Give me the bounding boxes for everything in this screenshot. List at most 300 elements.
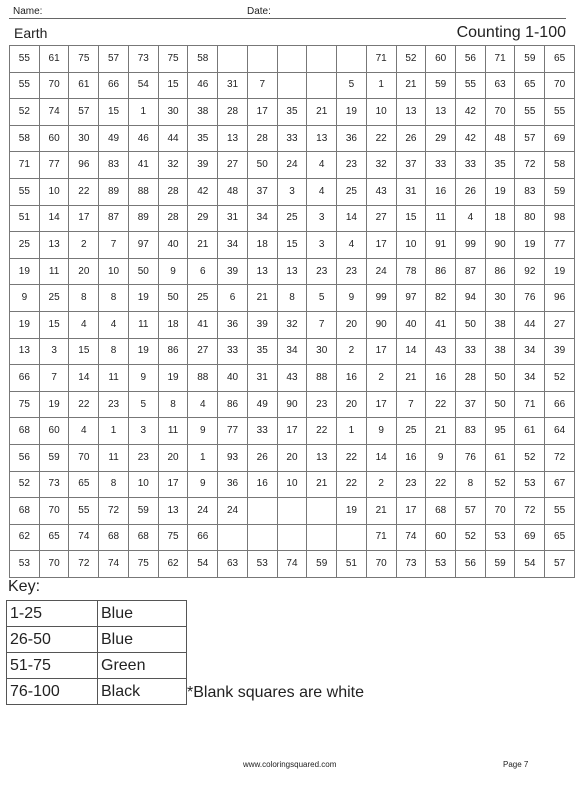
grid-cell: 55 <box>515 99 545 126</box>
grid-cell: 54 <box>515 551 545 578</box>
grid-cell: 66 <box>545 391 575 418</box>
grid-cell: 33 <box>426 152 456 179</box>
grid-cell: 56 <box>456 551 486 578</box>
website-footer[interactable]: www.coloringsquared.com <box>243 760 337 769</box>
grid-cell: 73 <box>396 551 426 578</box>
grid-row <box>10 258 575 285</box>
grid-cell: 70 <box>39 498 69 525</box>
grid-cell: 7 <box>307 311 337 338</box>
grid-cell: 7 <box>396 391 426 418</box>
grid-cell: 19 <box>10 258 40 285</box>
grid-cell: 8 <box>69 285 99 312</box>
grid-cell: 1 <box>366 72 396 99</box>
grid-cell: 21 <box>396 365 426 392</box>
grid-cell: 10 <box>39 178 69 205</box>
grid-cell: 73 <box>39 471 69 498</box>
grid-cell <box>307 524 337 551</box>
grid-cell: 32 <box>277 311 307 338</box>
grid-cell: 99 <box>366 285 396 312</box>
grid-cell: 20 <box>69 258 99 285</box>
grid-cell: 23 <box>307 391 337 418</box>
grid-cell: 70 <box>69 444 99 471</box>
grid-cell: 59 <box>426 72 456 99</box>
grid-cell: 21 <box>247 285 277 312</box>
grid-cell: 34 <box>247 205 277 232</box>
grid-cell: 53 <box>515 471 545 498</box>
grid-cell: 42 <box>456 99 486 126</box>
grid-cell: 28 <box>158 178 188 205</box>
grid-cell: 26 <box>456 178 486 205</box>
key-color: Blue <box>98 627 187 653</box>
grid-cell: 25 <box>337 178 367 205</box>
grid-cell: 8 <box>99 471 129 498</box>
grid-cell: 29 <box>188 205 218 232</box>
grid-cell: 92 <box>515 258 545 285</box>
grid-cell: 86 <box>158 338 188 365</box>
grid-cell: 54 <box>188 551 218 578</box>
grid-cell: 87 <box>99 205 129 232</box>
grid-cell: 13 <box>426 99 456 126</box>
grid-cell: 3 <box>128 418 158 445</box>
grid-cell: 50 <box>485 365 515 392</box>
grid-cell: 5 <box>128 391 158 418</box>
grid-cell: 61 <box>39 46 69 73</box>
grid-cell: 9 <box>188 471 218 498</box>
grid-cell: 55 <box>69 498 99 525</box>
name-label: Name: <box>13 6 43 17</box>
grid-cell: 60 <box>426 46 456 73</box>
grid-cell: 14 <box>39 205 69 232</box>
grid-cell: 24 <box>366 258 396 285</box>
grid-cell: 7 <box>247 72 277 99</box>
grid-cell: 16 <box>396 444 426 471</box>
grid-cell: 29 <box>426 125 456 152</box>
grid-cell: 19 <box>337 498 367 525</box>
grid-cell: 63 <box>485 72 515 99</box>
grid-cell: 19 <box>515 232 545 259</box>
grid-row <box>10 311 575 338</box>
grid-cell: 17 <box>396 498 426 525</box>
grid-cell: 22 <box>426 391 456 418</box>
grid-cell: 75 <box>128 551 158 578</box>
grid-cell: 40 <box>218 365 248 392</box>
grid-cell: 19 <box>485 178 515 205</box>
grid-cell: 19 <box>128 285 158 312</box>
grid-cell: 39 <box>188 152 218 179</box>
grid-cell: 9 <box>366 418 396 445</box>
grid-cell: 52 <box>10 471 40 498</box>
grid-cell: 11 <box>99 365 129 392</box>
grid-cell: 61 <box>69 72 99 99</box>
grid-cell: 46 <box>128 125 158 152</box>
grid-cell: 66 <box>188 524 218 551</box>
grid-cell: 23 <box>99 391 129 418</box>
grid-cell: 4 <box>307 178 337 205</box>
grid-cell: 14 <box>366 444 396 471</box>
grid-cell: 43 <box>366 178 396 205</box>
grid-cell: 57 <box>69 99 99 126</box>
grid-cell: 11 <box>158 418 188 445</box>
grid-cell: 31 <box>396 178 426 205</box>
grid-cell: 55 <box>10 72 40 99</box>
grid-row <box>10 338 575 365</box>
grid-cell: 37 <box>247 178 277 205</box>
grid-cell: 10 <box>396 232 426 259</box>
grid-cell: 17 <box>366 232 396 259</box>
grid-row <box>10 152 575 179</box>
grid-cell: 17 <box>277 418 307 445</box>
grid-cell: 60 <box>426 524 456 551</box>
grid-cell <box>247 46 277 73</box>
grid-cell: 60 <box>39 418 69 445</box>
grid-cell: 74 <box>69 524 99 551</box>
grid-cell: 36 <box>337 125 367 152</box>
grid-cell: 9 <box>158 258 188 285</box>
grid-cell: 6 <box>188 258 218 285</box>
grid-cell: 31 <box>247 365 277 392</box>
grid-cell: 3 <box>307 205 337 232</box>
grid-cell: 86 <box>218 391 248 418</box>
grid-cell: 90 <box>485 232 515 259</box>
grid-cell: 2 <box>337 338 367 365</box>
grid-cell: 10 <box>99 258 129 285</box>
grid-cell: 15 <box>396 205 426 232</box>
grid-cell: 72 <box>545 444 575 471</box>
grid-cell: 18 <box>485 205 515 232</box>
grid-cell: 21 <box>307 99 337 126</box>
key-row <box>7 627 187 653</box>
grid-cell: 27 <box>366 205 396 232</box>
grid-cell <box>337 524 367 551</box>
grid-cell: 41 <box>426 311 456 338</box>
grid-cell: 7 <box>99 232 129 259</box>
grid-cell: 9 <box>188 418 218 445</box>
color-key <box>6 600 187 705</box>
grid-cell: 23 <box>396 471 426 498</box>
grid-cell: 59 <box>545 178 575 205</box>
grid-cell: 4 <box>188 391 218 418</box>
grid-cell: 3 <box>39 338 69 365</box>
grid-cell: 32 <box>366 152 396 179</box>
grid-cell: 7 <box>39 365 69 392</box>
grid-cell: 22 <box>337 444 367 471</box>
grid-cell: 22 <box>307 418 337 445</box>
grid-cell: 39 <box>247 311 277 338</box>
grid-cell: 97 <box>128 232 158 259</box>
key-row <box>7 653 187 679</box>
grid-cell: 38 <box>188 99 218 126</box>
grid-row <box>10 99 575 126</box>
key-color: Green <box>98 653 187 679</box>
grid-cell: 31 <box>218 205 248 232</box>
grid-cell: 42 <box>188 178 218 205</box>
grid-cell: 17 <box>247 99 277 126</box>
grid-cell: 71 <box>515 391 545 418</box>
grid-cell <box>247 524 277 551</box>
grid-cell <box>277 498 307 525</box>
grid-cell: 26 <box>247 444 277 471</box>
grid-cell: 50 <box>158 285 188 312</box>
grid-cell: 23 <box>128 444 158 471</box>
grid-cell: 57 <box>515 125 545 152</box>
grid-cell: 24 <box>188 498 218 525</box>
grid-cell: 27 <box>218 152 248 179</box>
blank-squares-note: *Blank squares are white <box>187 684 364 701</box>
grid-cell: 96 <box>545 285 575 312</box>
grid-cell: 8 <box>456 471 486 498</box>
grid-cell: 25 <box>39 285 69 312</box>
key-range: 51-75 <box>7 653 98 679</box>
grid-row <box>10 285 575 312</box>
grid-cell: 28 <box>247 125 277 152</box>
picture-title: Earth <box>14 25 48 41</box>
grid-cell: 16 <box>247 471 277 498</box>
grid-cell: 89 <box>99 178 129 205</box>
grid-cell <box>247 498 277 525</box>
grid-row <box>10 391 575 418</box>
grid-cell: 86 <box>485 258 515 285</box>
grid-cell: 13 <box>307 444 337 471</box>
grid-cell <box>218 46 248 73</box>
grid-cell: 34 <box>515 338 545 365</box>
grid-cell: 10 <box>128 471 158 498</box>
grid-cell: 82 <box>426 285 456 312</box>
grid-cell: 13 <box>158 498 188 525</box>
grid-cell: 4 <box>337 232 367 259</box>
grid-cell <box>307 498 337 525</box>
grid-cell: 55 <box>456 72 486 99</box>
grid-row <box>10 232 575 259</box>
grid-cell: 55 <box>10 46 40 73</box>
grid-cell: 9 <box>426 444 456 471</box>
grid-cell: 24 <box>218 498 248 525</box>
grid-cell: 37 <box>456 391 486 418</box>
grid-cell: 56 <box>456 46 486 73</box>
grid-cell: 78 <box>396 258 426 285</box>
grid-cell: 74 <box>396 524 426 551</box>
grid-cell: 3 <box>307 232 337 259</box>
grid-cell: 2 <box>366 471 396 498</box>
grid-cell: 68 <box>426 498 456 525</box>
grid-cell: 43 <box>426 338 456 365</box>
grid-cell: 71 <box>366 524 396 551</box>
grid-cell: 9 <box>128 365 158 392</box>
grid-cell: 58 <box>10 125 40 152</box>
grid-cell <box>337 46 367 73</box>
number-grid <box>9 45 575 578</box>
grid-row <box>10 125 575 152</box>
grid-cell: 1 <box>99 418 129 445</box>
grid-cell: 90 <box>277 391 307 418</box>
grid-cell: 2 <box>69 232 99 259</box>
grid-cell: 58 <box>188 46 218 73</box>
grid-cell: 35 <box>188 125 218 152</box>
grid-cell: 35 <box>247 338 277 365</box>
grid-cell: 59 <box>128 498 158 525</box>
grid-cell: 59 <box>485 551 515 578</box>
grid-cell: 5 <box>307 285 337 312</box>
grid-cell: 14 <box>337 205 367 232</box>
grid-cell: 17 <box>366 338 396 365</box>
grid-cell: 28 <box>158 205 188 232</box>
grid-cell: 34 <box>218 232 248 259</box>
grid-cell: 33 <box>218 338 248 365</box>
grid-cell: 36 <box>218 311 248 338</box>
grid-cell: 20 <box>337 391 367 418</box>
grid-cell: 83 <box>456 418 486 445</box>
grid-cell: 65 <box>515 72 545 99</box>
grid-cell: 14 <box>396 338 426 365</box>
grid-cell: 1 <box>337 418 367 445</box>
grid-cell: 6 <box>218 285 248 312</box>
date-label: Date: <box>247 6 271 17</box>
grid-cell: 21 <box>396 72 426 99</box>
grid-cell: 50 <box>247 152 277 179</box>
grid-cell: 64 <box>545 418 575 445</box>
grid-cell: 32 <box>158 152 188 179</box>
grid-cell: 34 <box>277 338 307 365</box>
grid-cell: 80 <box>515 205 545 232</box>
grid-cell: 4 <box>99 311 129 338</box>
grid-cell: 91 <box>426 232 456 259</box>
grid-cell: 31 <box>218 72 248 99</box>
grid-cell: 49 <box>99 125 129 152</box>
grid-cell: 21 <box>426 418 456 445</box>
grid-cell: 4 <box>69 418 99 445</box>
grid-cell: 55 <box>545 498 575 525</box>
grid-cell: 27 <box>188 338 218 365</box>
grid-cell: 13 <box>218 125 248 152</box>
grid-cell: 83 <box>515 178 545 205</box>
grid-cell: 20 <box>158 444 188 471</box>
grid-cell: 87 <box>456 258 486 285</box>
grid-cell: 99 <box>456 232 486 259</box>
grid-cell: 65 <box>545 524 575 551</box>
title-bar <box>9 24 566 44</box>
page-number: Page 7 <box>503 760 529 769</box>
grid-cell: 11 <box>426 205 456 232</box>
grid-cell: 20 <box>337 311 367 338</box>
grid-cell: 30 <box>158 99 188 126</box>
grid-cell: 36 <box>218 471 248 498</box>
grid-cell: 30 <box>69 125 99 152</box>
grid-cell: 37 <box>396 152 426 179</box>
grid-cell: 13 <box>277 258 307 285</box>
grid-cell: 74 <box>39 99 69 126</box>
grid-cell: 68 <box>10 498 40 525</box>
grid-cell: 4 <box>69 311 99 338</box>
grid-cell: 53 <box>10 551 40 578</box>
grid-cell: 72 <box>69 551 99 578</box>
grid-cell: 52 <box>10 99 40 126</box>
grid-cell: 14 <box>69 365 99 392</box>
grid-cell: 41 <box>128 152 158 179</box>
key-color: Black <box>98 679 187 705</box>
grid-cell: 76 <box>515 285 545 312</box>
grid-cell: 50 <box>128 258 158 285</box>
grid-cell: 57 <box>545 551 575 578</box>
grid-cell: 70 <box>545 72 575 99</box>
grid-row <box>10 365 575 392</box>
grid-cell: 53 <box>426 551 456 578</box>
grid-cell: 66 <box>99 72 129 99</box>
grid-cell: 70 <box>39 551 69 578</box>
grid-cell <box>307 72 337 99</box>
grid-cell: 33 <box>247 418 277 445</box>
key-color: Blue <box>98 601 187 627</box>
grid-row <box>10 178 575 205</box>
grid-cell: 23 <box>337 258 367 285</box>
grid-cell: 19 <box>128 338 158 365</box>
grid-row <box>10 471 575 498</box>
grid-cell: 22 <box>69 391 99 418</box>
grid-row <box>10 524 575 551</box>
grid-cell: 57 <box>99 46 129 73</box>
grid-cell: 52 <box>485 471 515 498</box>
grid-cell: 76 <box>456 444 486 471</box>
grid-cell: 24 <box>277 152 307 179</box>
grid-cell: 52 <box>515 444 545 471</box>
grid-cell: 22 <box>426 471 456 498</box>
grid-cell: 27 <box>545 311 575 338</box>
grid-cell: 67 <box>545 471 575 498</box>
key-row <box>7 601 187 627</box>
grid-cell: 8 <box>99 285 129 312</box>
grid-cell: 18 <box>158 311 188 338</box>
grid-cell: 5 <box>337 72 367 99</box>
grid-cell: 44 <box>158 125 188 152</box>
grid-cell: 72 <box>99 498 129 525</box>
grid-cell: 13 <box>10 338 40 365</box>
grid-cell: 19 <box>158 365 188 392</box>
grid-cell: 55 <box>545 99 575 126</box>
grid-cell: 65 <box>39 524 69 551</box>
grid-row <box>10 498 575 525</box>
grid-cell: 38 <box>485 338 515 365</box>
grid-cell: 65 <box>545 46 575 73</box>
grid-cell: 75 <box>69 46 99 73</box>
grid-cell: 55 <box>10 178 40 205</box>
grid-cell: 75 <box>158 524 188 551</box>
grid-row <box>10 444 575 471</box>
grid-cell: 70 <box>485 99 515 126</box>
grid-cell: 88 <box>307 365 337 392</box>
grid-cell: 17 <box>158 471 188 498</box>
grid-cell: 62 <box>10 524 40 551</box>
grid-cell: 16 <box>337 365 367 392</box>
grid-cell: 39 <box>545 338 575 365</box>
grid-cell: 4 <box>307 152 337 179</box>
grid-cell: 52 <box>545 365 575 392</box>
grid-cell: 52 <box>456 524 486 551</box>
grid-cell: 10 <box>277 471 307 498</box>
grid-cell: 59 <box>515 46 545 73</box>
grid-cell: 20 <box>277 444 307 471</box>
grid-cell: 77 <box>39 152 69 179</box>
grid-cell: 54 <box>128 72 158 99</box>
worksheet-title: Counting 1-100 <box>456 24 566 41</box>
grid-cell: 11 <box>128 311 158 338</box>
grid-cell: 72 <box>515 498 545 525</box>
grid-cell: 69 <box>545 125 575 152</box>
grid-cell: 41 <box>188 311 218 338</box>
key-range: 26-50 <box>7 627 98 653</box>
grid-cell: 4 <box>456 205 486 232</box>
grid-cell: 35 <box>277 99 307 126</box>
grid-cell <box>218 524 248 551</box>
grid-cell: 68 <box>10 418 40 445</box>
grid-cell: 89 <box>128 205 158 232</box>
